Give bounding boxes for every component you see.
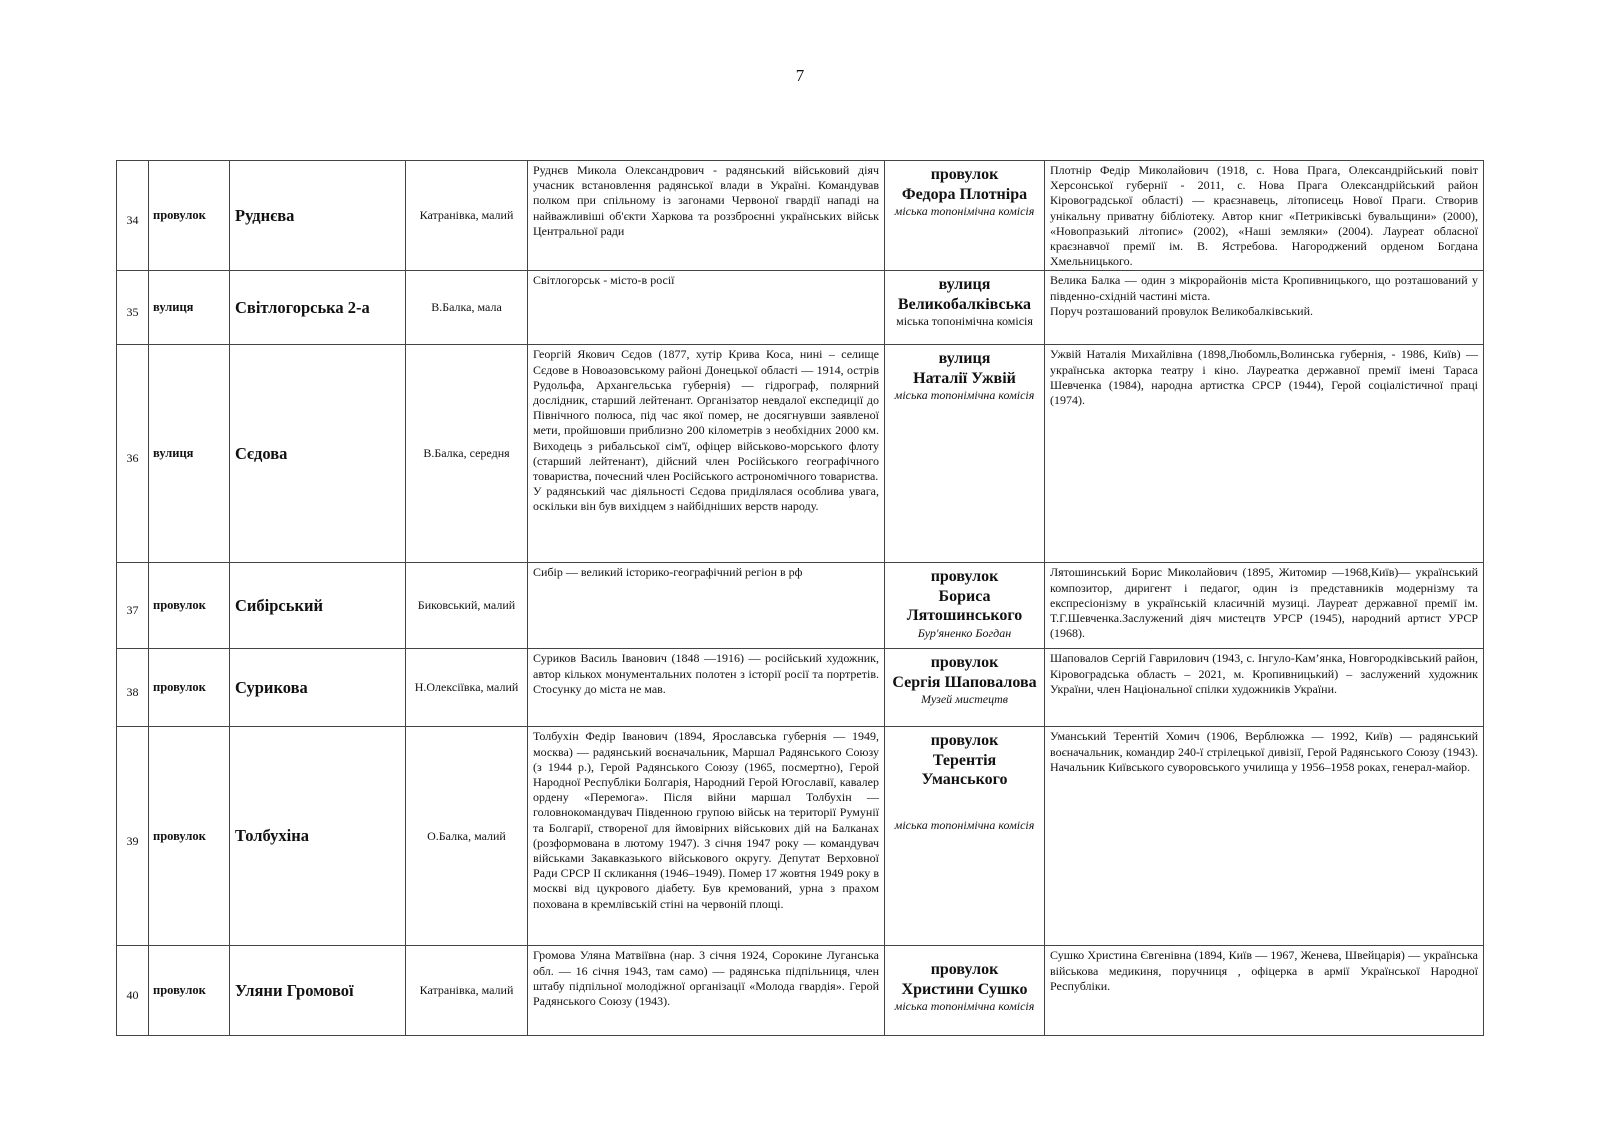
- row-number: 38: [117, 649, 149, 727]
- location: Катранівка, малий: [406, 946, 528, 1036]
- location: В.Балка, середня: [406, 345, 528, 563]
- proposed-name-text: Великобалківська: [897, 295, 1032, 313]
- table-row: [117, 649, 1484, 727]
- current-name: Сурикова: [230, 649, 406, 727]
- initiator: міська топонімічна комісія: [894, 817, 1035, 832]
- table-row: [117, 563, 1484, 649]
- row-number: 37: [117, 563, 149, 649]
- row-number: 39: [117, 727, 149, 946]
- proposed-name-info: Велика Балка — один з мікрорайонів міста Кропивницького, що розташований у південно-східній частині міста. Поруч розташований провулок Великобалківський.: [1045, 271, 1484, 345]
- location: В.Балка, мала: [406, 271, 528, 345]
- proposed-type: провулок: [930, 654, 999, 672]
- row-number: 35: [117, 271, 149, 345]
- current-name-info: Сибір — великий історико-географічний регіон в рф: [528, 563, 885, 649]
- location: Н.Олексіївка, малий: [406, 649, 528, 727]
- initiator: міська топонімічна комісія: [894, 999, 1035, 1014]
- table-row: [117, 161, 1484, 271]
- proposed-name-text: Терентія Уманського: [921, 751, 1008, 789]
- table-row: [117, 727, 1484, 946]
- renaming-table: [116, 160, 1484, 1036]
- proposed-type: провулок: [930, 961, 999, 979]
- location: Катранівка, малий: [406, 161, 528, 271]
- proposed-name-info: Сушко Христина Євгенівна (1894, Київ — 1967, Женева, Швейцарія) — українська військова медикиня, поручниця , офіцерка в армії Української Народної Республіки.: [1045, 946, 1484, 1036]
- proposed-name-text: Бориса Лятошинського: [906, 587, 1023, 625]
- proposed-name-info: Плотнір Федір Миколайович (1918, с. Нова Прага, Олександрійський повіт Херсонської губернії - 2011, с. Нова Прага Олександрійський район Кіровоградської області) — краєзнавець, літописець Нової Праги. Створив унікальну приватну бібліотеку. Автор книг «Петриківські бувальщини» (2000), «Новопразький літопис» (2002), «Наші земляки» (2004). Лауреат обласної краєзнавчої премії ім. В. Ястребова. Нагороджений орденом Богдана Хмельницького.: [1045, 161, 1484, 271]
- street-type: провулок: [149, 727, 230, 946]
- initiator: Бур'яненко Богдан: [917, 625, 1012, 640]
- current-name-info: Руднєв Микола Олександрович - радянський військовий діяч учасник встановлення радянської влади в Україні. Командував полком при спільному із загонами Червоної гвардії нападі на найважливіші об'єкти Харкова та роззброєнні українських військ Центральної ради: [528, 161, 885, 271]
- current-name-info: Суриков Василь Іванович (1848 —1916) — російський художник, автор кількох монументальних полотен з історії росії та портретів. Стосунку до міста не мав.: [528, 649, 885, 727]
- table-row: [117, 271, 1484, 345]
- proposed-name: [885, 161, 1045, 271]
- street-type: провулок: [149, 649, 230, 727]
- initiator: міська топонімічна комісія: [896, 314, 1033, 329]
- current-name: Сєдова: [230, 345, 406, 563]
- current-name: Сибірський: [230, 563, 406, 649]
- proposed-name-info: Лятошинський Борис Миколайович (1895, Житомир —1968,Київ)— український композитор, диригент і педагог, один із представників модернізму та експресіонізму в українській класичній музиці. Лауреат державної премії ім. Т.Г.Шевченка.Заслужений діяч мистецтв УРСР (1945), народний артист УРСР (1968).: [1045, 563, 1484, 649]
- street-type: провулок: [149, 946, 230, 1036]
- proposed-type: провулок: [930, 568, 999, 586]
- current-name: Руднєва: [230, 161, 406, 271]
- location: О.Балка, малий: [406, 727, 528, 946]
- proposed-name-text: Христини Сушко: [901, 980, 1028, 998]
- proposed-name-text: Сергія Шаповалова: [892, 673, 1037, 691]
- proposed-name: [885, 946, 1045, 1036]
- current-name: Уляни Громової: [230, 946, 406, 1036]
- initiator: Музей мистецтв: [920, 692, 1009, 707]
- row-number: 40: [117, 946, 149, 1036]
- proposed-type: провулок: [930, 166, 999, 183]
- current-name-info: Толбухін Федір Іванович (1894, Ярославська губернія — 1949, москва) — радянський воєначальник, Маршал Радянського Союзу (з 1944 р.), Герой Радянського Союзу (1965, посмертно), Герой Народної Республіки Болгарія, Народний Герой Югославії, кавалер ордену «Перемога». Після війни маршал Толбухін — головнокомандувач Південною групою військ на території Румунії та Болгарії, створеної для ймовірних військових дій на Балканах (розформована в лютому 1947). З січня 1947 року — командувач військами Закавказького військового округу. Депутат Верховної Ради СРСР II скликання (1946–1949). Помер 17 жовтня 1949 року в москві від цукрового діабету. Був кремований, урна з прахом похована в кремлівській стіні на червоній площі.: [528, 727, 885, 946]
- row-number: 34: [117, 161, 149, 271]
- street-type: провулок: [149, 161, 230, 271]
- proposed-type: вулиця: [938, 276, 991, 294]
- page-number: 7: [795, 66, 805, 85]
- current-name: Толбухіна: [230, 727, 406, 946]
- current-name-info: Георгій Якович Сєдов (1877, хутір Крива Коса, нині – селище Сєдове в Новоазовському районі Донецької області — 1914, острів Рудольфа, Архангельська губернія) — гідрограф, полярний дослідник, старший лейтенант. Організатор невдалої експедиції до Північного полюса, під час якої помер, не досягнувши заявленої мети, пройшовши приблизно 200 кілометрів з необхідних 2000 км. Виходець з рибальської сім'ї, офіцер військово-морського флоту (старший лейтенант), дійсний член Російського географічного товариства, почесний член Російського астрономічного товариства. У радянський час діяльності Сєдова приділялася особлива увага, оскільки він був вихідцем з найбідніших верств народу.: [528, 345, 885, 563]
- street-type: вулиця: [149, 345, 230, 563]
- proposed-name-info: Шаповалов Сергій Гаврилович (1943, с. Інгуло-Кам’янка, Новгородківський район, Кіровоградська область – 2021, м. Кропивницький) – заслужений художник України, член Національної спілки художників України.: [1045, 649, 1484, 727]
- table-row: [117, 946, 1484, 1036]
- table-row: [117, 345, 1484, 563]
- proposed-name: [885, 649, 1045, 727]
- proposed-name-text: Федора Плотніра: [901, 185, 1028, 203]
- proposed-name: [885, 345, 1045, 563]
- initiator: міська топонімічна комісія: [894, 388, 1035, 403]
- proposed-name: [885, 727, 1045, 946]
- initiator: міська топонімічна комісія: [894, 204, 1035, 218]
- proposed-name-text: Наталії Ужвій: [913, 369, 1016, 387]
- street-type: вулиця: [149, 271, 230, 345]
- current-name: Світлогорська 2-а: [230, 271, 406, 345]
- proposed-name-info: Ужвій Наталія Михайлівна (1898,Любомль,Волинська губернія, - 1986, Київ) — українська акторка театру і кіно. Лауреатка державної премії імені Тараса Шевченка (1984), народна артистка СРСР (1944), Герой соціалістичної праці (1974).: [1045, 345, 1484, 563]
- proposed-type: провулок: [930, 732, 999, 750]
- current-name-info: Світлогорськ - місто-в росії: [528, 271, 885, 345]
- street-type: провулок: [149, 563, 230, 649]
- location: Биковський, малий: [406, 563, 528, 649]
- proposed-name: [885, 271, 1045, 345]
- current-name-info: Громова Уляна Матвіївна (нар. 3 січня 1924, Сорокине Луганська обл. — 16 січня 1943, там само) — радянська підпільниця, член штабу підпільної молодіжної організації «Молода гвардія». Герой Радянського Союзу (1943).: [528, 946, 885, 1036]
- proposed-name: [885, 563, 1045, 649]
- proposed-name-info: Уманський Терентій Хомич (1906, Верблюжка — 1992, Київ) — радянський воєначальник, командир 240-ї стрілецької дивізії, Герой Радянського Союзу (1943). Начальник Київського суворовського училища у 1956–1958 роках, генерал-майор.: [1045, 727, 1484, 946]
- proposed-type: вулиця: [938, 350, 991, 368]
- row-number: 36: [117, 345, 149, 563]
